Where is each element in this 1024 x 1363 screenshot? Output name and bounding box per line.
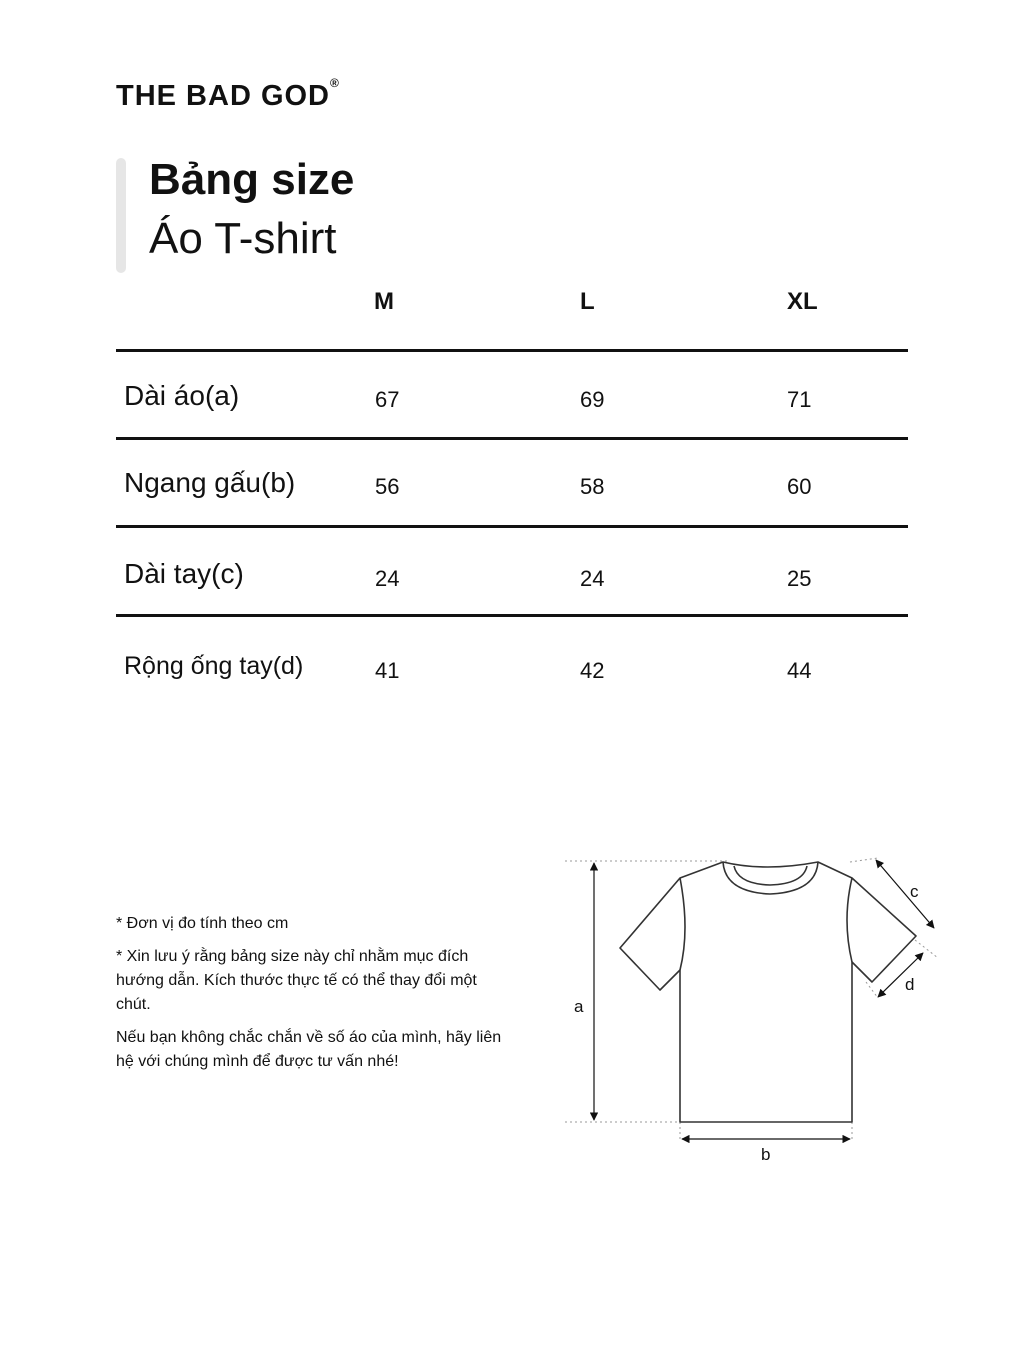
label-b: b [761,1145,771,1164]
arrow-c [876,860,934,928]
table-cell: 69 [580,387,605,412]
table-cell: 60 [787,474,812,499]
guide-line [850,858,878,862]
table-cell: 67 [375,387,400,412]
notes [116,912,506,1083]
table-cell: 44 [787,658,812,683]
row-label: Dài áo(a) [124,380,240,411]
column-header-l: L [580,288,595,315]
table-cell: 56 [375,474,400,499]
row-label: Rộng ống tay(d) [124,652,304,680]
registered-mark: ® [330,76,340,90]
note-contact: Nếu bạn không chắc chắn về số áo của mình, hãy liên hệ với chúng mình để được tư vấn nhé! [116,1029,502,1070]
brand-logo [116,76,340,113]
table-cell: 71 [787,387,812,412]
tshirt-icon [620,862,916,1122]
page-title: Bảng size [149,155,355,204]
tshirt-measurement-diagram [560,850,950,1180]
page-subtitle: Áo T-shirt [149,214,337,263]
note-disclaimer: * Xin lưu ý rằng bảng size này chỉ nhằm mục đích hướng dẫn. Kích thước thực tế có thể thay đổi một chút. [116,948,477,1013]
title-accent-bar [116,158,126,273]
guide-line [866,982,878,998]
row-label: Ngang gấu(b) [124,467,296,498]
table-cell: 24 [375,566,400,591]
column-header-m: M [374,288,394,315]
table-divider [116,525,908,528]
table-cell: 25 [787,566,812,591]
table-divider [116,614,908,617]
row-label: Dài tay(c) [124,558,244,589]
note-unit: * Đơn vị đo tính theo cm [116,915,289,932]
arrow-d [878,953,923,997]
table-divider [116,349,908,352]
guide-line [915,940,938,958]
label-a: a [574,997,584,1016]
table-cell: 58 [580,474,605,499]
table-cell: 41 [375,658,400,683]
table-cell: 42 [580,658,605,683]
label-d: d [905,975,915,994]
table-cell: 24 [580,566,605,591]
table-divider [116,437,908,440]
column-header-xl: XL [787,288,818,315]
label-c: c [910,882,919,901]
brand-name: THE BAD GOD [116,80,330,112]
